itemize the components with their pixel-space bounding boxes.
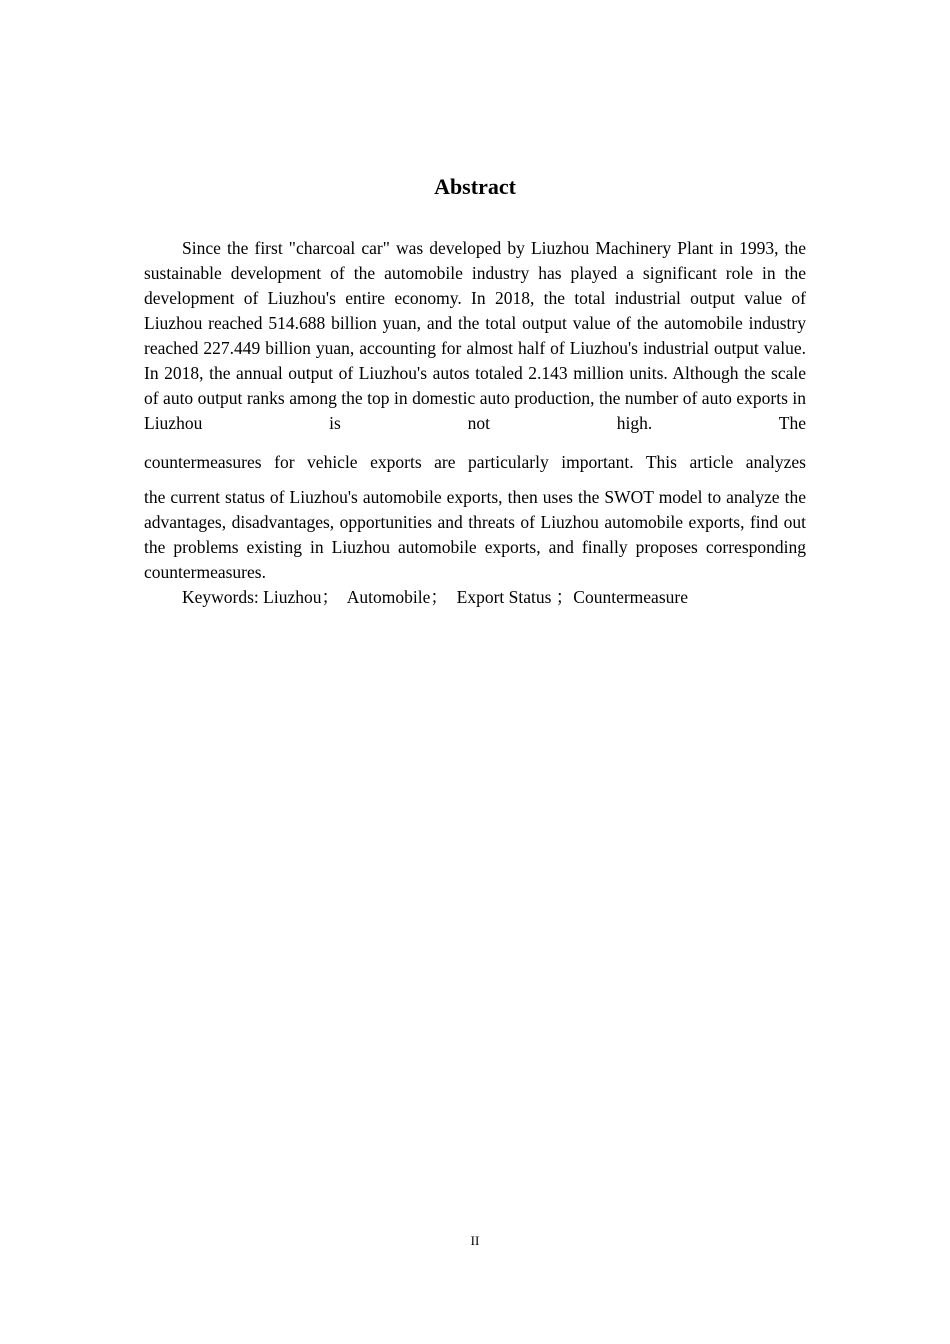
abstract-paragraph-2: countermeasures for vehicle exports are particularly important. This article analyzes [144, 452, 806, 472]
abstract-paragraph-1: Since the first "charcoal car" was developed by Liuzhou Machinery Plant in 1993, the sustainable development of the automobile industry has played a significant role in the development of Liuzhou's entire economy. In 2018, the total industrial output value of Liuzhou reached 514.688 billion yuan, and the total output value of the automobile industry reached 227.449 billion yuan, accounting for almost half of Liuzhou's industrial output value. In 2018, the annual output of Liuzhou's autos totaled 2.143 million units. Although the scale of auto output ranks among the top in domestic auto production, the number of auto exports in Liuzhou is not high. The [144, 238, 806, 433]
keywords-line [182, 585, 688, 610]
page-number: II [470, 1233, 480, 1248]
keywords-text: Liuzhou； Automobile； Export Status ；Countermeasure [263, 587, 688, 607]
abstract-paragraph-3: the current status of Liuzhou's automobile exports, then uses the SWOT model to analyze the advantages, disadvantages, opportunities and threats of Liuzhou automobile exports, find out the problems existing in Liuzhou automobile exports, and finally proposes corresponding countermeasures. [144, 487, 806, 582]
page-title: Abstract [434, 174, 516, 199]
keywords-label: Keywords: [182, 587, 264, 607]
